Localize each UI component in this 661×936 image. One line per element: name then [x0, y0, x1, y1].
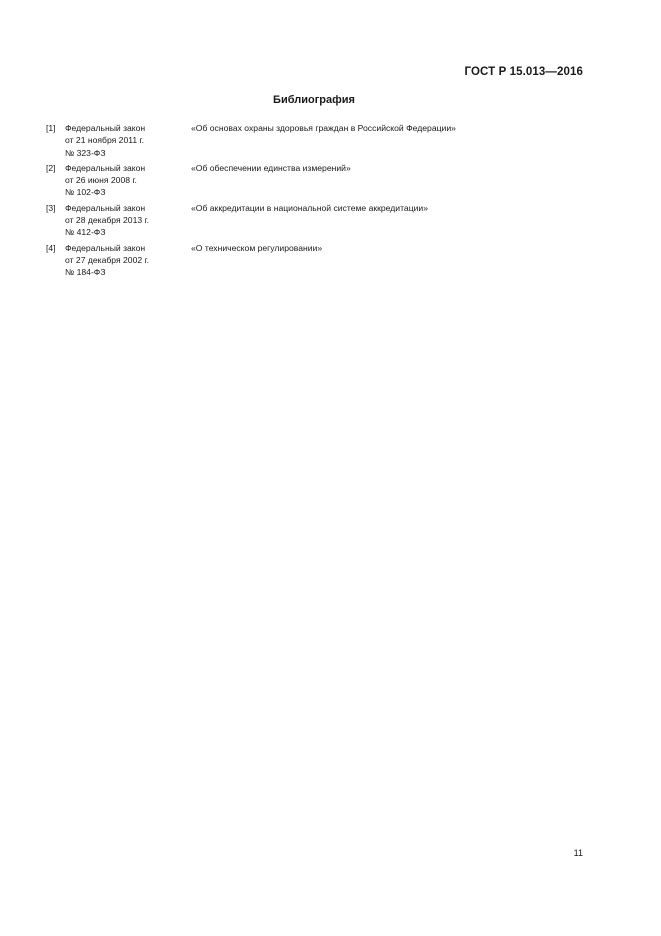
reference-source [65, 242, 191, 279]
reference-law-number: № 184-ФЗ [65, 267, 106, 278]
reference-source [65, 122, 191, 159]
reference-number: [1] [46, 123, 56, 133]
reference-date: от 27 декабря 2002 г. [65, 254, 150, 265]
reference-law-number: № 102-ФЗ [65, 187, 106, 198]
reference-law-number: № 323-ФЗ [65, 147, 106, 158]
reference-type: Федеральный закон [65, 123, 146, 133]
reference-title: «Об основах охраны здоровья граждан в Российской Федерации» [191, 123, 456, 133]
reference-date: от 21 ноября 2011 г. [65, 135, 145, 146]
reference-item [46, 162, 566, 199]
reference-type: Федеральный закон [65, 162, 146, 173]
reference-date: от 28 декабря 2013 г. [65, 215, 150, 226]
reference-type: Федеральный закон [65, 202, 146, 213]
reference-type: Федеральный закон [65, 242, 146, 253]
bibliography-title: Библиография [273, 94, 355, 106]
bibliography-list [46, 122, 566, 282]
reference-item [46, 242, 566, 279]
reference-item [46, 202, 566, 239]
document-code: ГОСТ Р 15.013—2016 [464, 66, 583, 78]
page-number: 11 [573, 848, 583, 858]
reference-source [65, 162, 191, 199]
reference-source [65, 202, 191, 239]
reference-item [46, 122, 566, 159]
reference-law-number: № 412-ФЗ [65, 227, 106, 238]
reference-title: «Об обеспечении единства измерений» [191, 162, 351, 173]
reference-number: [3] [46, 202, 56, 213]
reference-title: «О техническом регулировании» [191, 242, 323, 253]
reference-title: «Об аккредитации в национальной системе аккредитации» [191, 202, 428, 213]
reference-number: [2] [46, 162, 56, 173]
reference-number: [4] [46, 242, 56, 253]
reference-date: от 26 июня 2008 г. [65, 175, 137, 186]
